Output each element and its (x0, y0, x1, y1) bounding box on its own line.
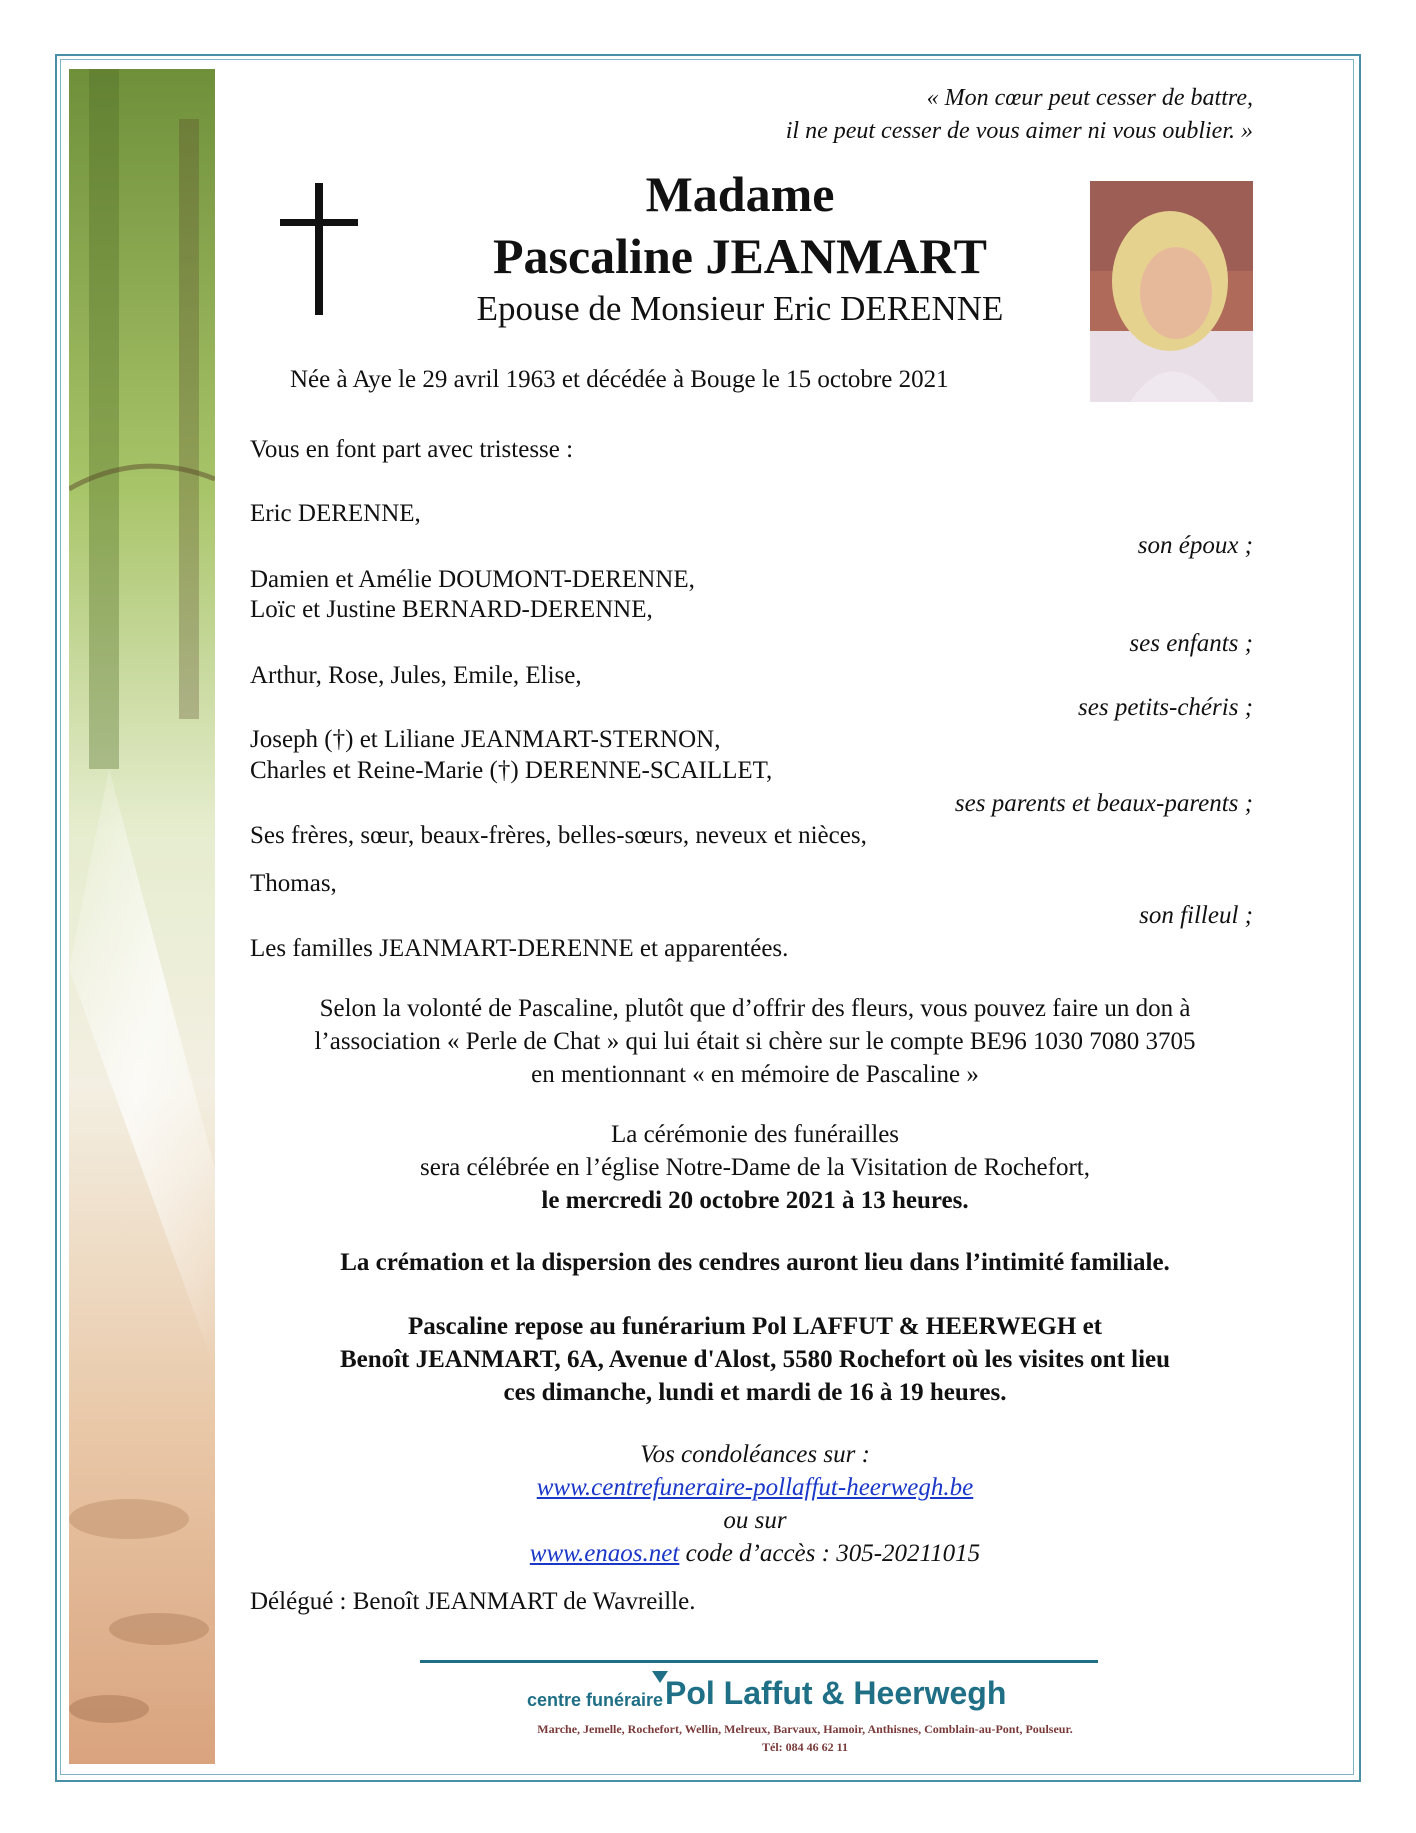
donation-line-1: Selon la volonté de Pascaline, plutôt que d’offrir des fleurs, vous pouvez faire un don à (319, 995, 1191, 1022)
portrait-photo (1090, 181, 1253, 402)
husband-role: son époux ; (1137, 532, 1253, 559)
enaos-link[interactable]: www.enaos.net (529, 1540, 680, 1567)
forest-path-image (69, 69, 215, 1764)
families-line: Les familles JEANMART-DERENNE et apparentées. (250, 935, 789, 962)
ceremony-block (250, 1118, 1260, 1217)
logo-divider (420, 1660, 1098, 1663)
quote-line-1: « Mon cœur peut cesser de battre, (926, 85, 1253, 111)
quote-line-2: il ne peut cesser de vous aimer ni vous oublier. » (785, 118, 1253, 144)
logo-brand-name: Pol Laffut & Heerwegh (665, 1675, 1007, 1711)
parents-role: ses parents et beaux-parents ; (954, 790, 1253, 817)
cremation-notice: La crémation et la dispersion des cendres auront lieu dans l’intimité familiale. (340, 1249, 1170, 1276)
birth-death-line: Née à Aye le 29 avril 1963 et décédée à Bouge le 15 octobre 2021 (290, 366, 949, 393)
condolences-intro: Vos condoléances sur : (640, 1441, 870, 1468)
children-role: ses enfants ; (1129, 630, 1253, 657)
spouse-line: Epouse de Monsieur Eric DERENNE (476, 289, 1004, 328)
donation-line-2: l’association « Perle de Chat » qui lui était si chère sur le compte BE96 1030 7080 3705 (314, 1028, 1196, 1055)
ceremony-line-2: sera célébrée en l’église Notre-Dame de la Visitation de Rochefort, (420, 1154, 1090, 1181)
child-2: Loïc et Justine BERNARD-DERENNE, (250, 596, 653, 623)
intro-line: Vous en font part avec tristesse : (250, 436, 574, 463)
ceremony-date: le mercredi 20 octobre 2021 à 13 heures. (541, 1187, 969, 1214)
visitation-line-2: Benoît JEANMART, 6A, Avenue d'Alost, 5580 Rochefort où les visites ont lieu (339, 1346, 1171, 1373)
ceremony-line-1: La cérémonie des funérailles (610, 1121, 900, 1148)
cross-icon (280, 183, 358, 315)
epigraph-quote (786, 82, 1253, 148)
parents-1: Joseph (†) et Liliane JEANMART-STERNON, (250, 726, 721, 753)
honorific: Madame (645, 166, 835, 222)
visitation-line-3: ces dimanche, lundi et mardi de 16 à 19 heures. (503, 1379, 1007, 1406)
donation-line-3: en mentionnant « en mémoire de Pascaline » (531, 1061, 979, 1088)
parents-2: Charles et Reine-Marie (†) DERENNE-SCAILLET, (250, 757, 773, 784)
logo-towns: Marche, Jemelle, Rochefort, Wellin, Melreux, Barvaux, Hamoir, Anthisnes, Comblain-au-Pont, Poulseur. (537, 1722, 1073, 1736)
logo-phone: Tél: 084 46 62 11 (762, 1740, 848, 1754)
access-code: code d’accès : 305-20211015 (679, 1540, 981, 1567)
godson-name: Thomas, (250, 870, 337, 897)
donation-block (250, 992, 1260, 1091)
siblings-line: Ses frères, sœur, beaux-frères, belles-sœurs, neveux et nièces, (250, 822, 867, 849)
funeral-center-link[interactable]: www.centrefuneraire-pollaffut-heerwegh.be (536, 1474, 974, 1501)
grandchildren-role: ses petits-chéris ; (1078, 694, 1253, 721)
husband-name: Eric DERENNE, (250, 500, 421, 527)
visitation-line-1: Pascaline repose au funérarium Pol LAFFUT & HEERWEGH et (407, 1313, 1102, 1340)
godson-role: son filleul ; (1139, 902, 1253, 929)
child-1: Damien et Amélie DOUMONT-DERENNE, (250, 566, 695, 593)
deceased-name: Pascaline JEANMART (492, 228, 988, 284)
condolences-block (250, 1438, 1260, 1570)
visitation-block (250, 1310, 1260, 1409)
condolences-or: ou sur (723, 1507, 787, 1534)
delegate-line: Délégué : Benoît JEANMART de Wavreille. (250, 1588, 696, 1615)
grandchildren-names: Arthur, Rose, Jules, Emile, Elise, (250, 662, 582, 689)
logo-small-text: centre funéraire (527, 1690, 664, 1710)
deceased-name-block (360, 163, 1120, 331)
